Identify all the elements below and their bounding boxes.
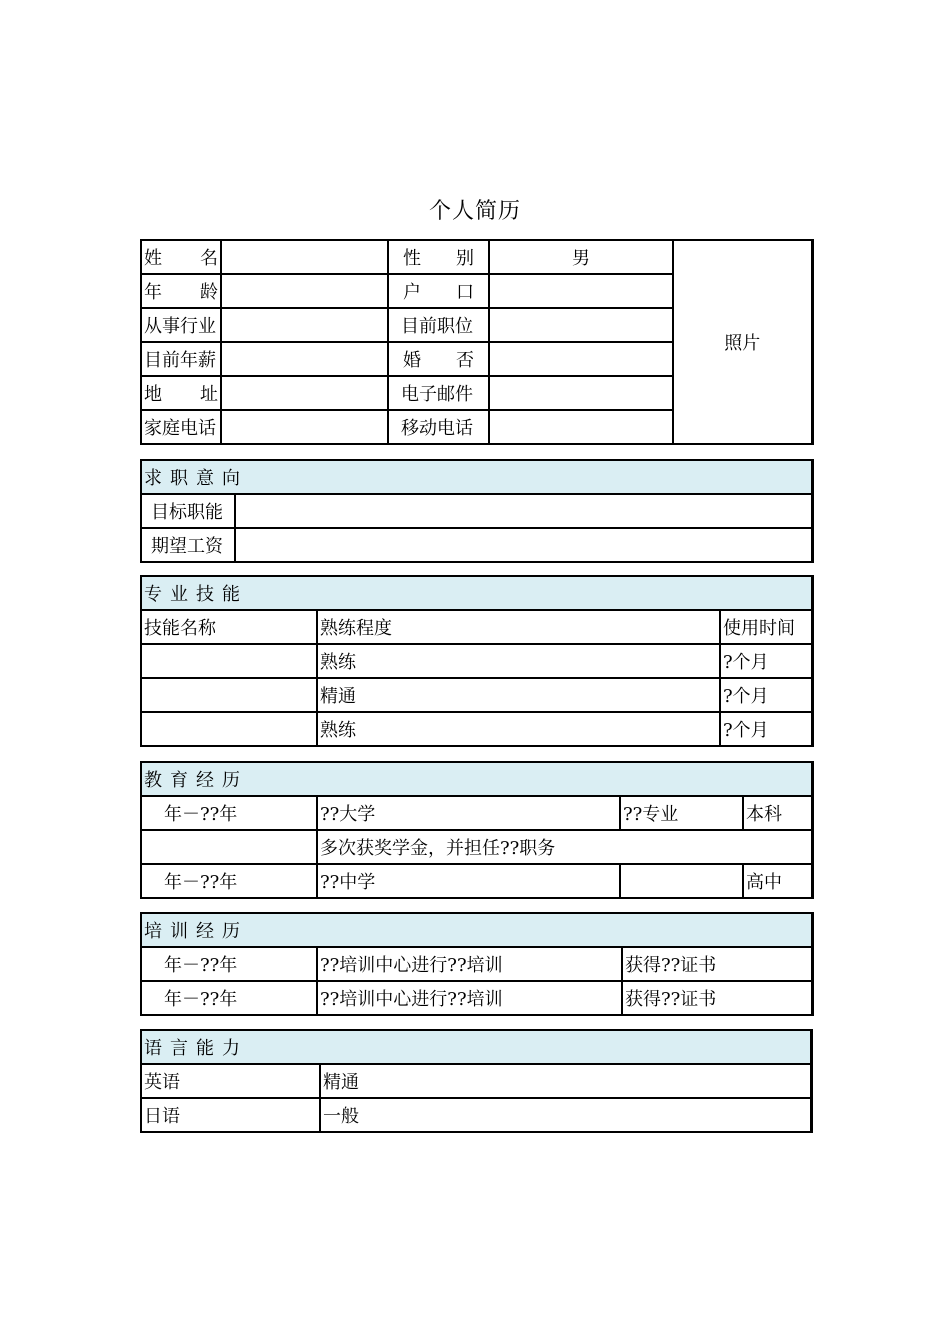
field-label: 家庭电话: [141, 410, 221, 444]
skill-name[interactable]: [141, 678, 317, 712]
column-header: 熟练程度: [317, 610, 720, 644]
edu-major[interactable]: ??专业: [620, 796, 743, 830]
field-label: 地 址: [141, 376, 221, 410]
column-header: 使用时间: [720, 610, 812, 644]
field-label: 期望工资: [141, 528, 235, 562]
gender-value[interactable]: 男: [489, 240, 673, 274]
language-name[interactable]: 日语: [141, 1098, 320, 1132]
skill-level[interactable]: 熟练: [317, 712, 720, 746]
language-level[interactable]: 一般: [320, 1098, 811, 1132]
table-row: [141, 644, 812, 678]
page-title: 个人简历: [428, 199, 521, 224]
table-row: [141, 864, 812, 898]
table-row: [141, 947, 812, 981]
intent-table: [140, 459, 814, 563]
marital-value[interactable]: [489, 342, 673, 376]
field-label: 电子邮件: [388, 376, 489, 410]
basic-info-table: [140, 239, 814, 445]
hukou-value[interactable]: [489, 274, 673, 308]
skill-level[interactable]: 熟练: [317, 644, 720, 678]
language-level[interactable]: 精通: [320, 1064, 811, 1098]
edu-school[interactable]: ??中学: [317, 864, 620, 898]
table-row: [141, 1098, 811, 1132]
section-title: 培训经历: [141, 913, 812, 947]
intent-row: [141, 528, 812, 562]
training-cert[interactable]: 获得??证书: [622, 947, 812, 981]
section-title: 教育经历: [141, 762, 812, 796]
table-row: [141, 1064, 811, 1098]
edu-degree[interactable]: 本科: [743, 796, 812, 830]
section-header: [141, 913, 812, 947]
skill-time[interactable]: ?个月: [720, 678, 812, 712]
basic-row: [141, 240, 812, 274]
age-value[interactable]: [221, 274, 388, 308]
skill-level[interactable]: 精通: [317, 678, 720, 712]
field-label: 姓 名: [141, 240, 221, 274]
language-name[interactable]: 英语: [141, 1064, 320, 1098]
skill-time[interactable]: ?个月: [720, 644, 812, 678]
salary-value[interactable]: [221, 342, 388, 376]
column-headers: [141, 610, 812, 644]
field-label: 性 别: [388, 240, 489, 274]
field-label: 移动电话: [388, 410, 489, 444]
industry-value[interactable]: [221, 308, 388, 342]
training-content[interactable]: ??培训中心进行??培训: [317, 947, 622, 981]
skills-table: [140, 575, 814, 747]
field-label: 年 龄: [141, 274, 221, 308]
table-row: [141, 830, 812, 864]
section-header: [141, 1030, 811, 1064]
table-row: [141, 981, 812, 1015]
language-table: [140, 1029, 813, 1133]
intent-row: [141, 494, 812, 528]
section-header: [141, 762, 812, 796]
section-header: [141, 576, 812, 610]
education-table: [140, 761, 814, 899]
section-title: 求职意向: [141, 460, 812, 494]
edu-period[interactable]: [141, 830, 317, 864]
edu-period[interactable]: 年－??年: [141, 864, 317, 898]
edu-period[interactable]: 年－??年: [141, 796, 317, 830]
edu-school[interactable]: ??大学: [317, 796, 620, 830]
position-value[interactable]: [489, 308, 673, 342]
skill-time[interactable]: ?个月: [720, 712, 812, 746]
address-value[interactable]: [221, 376, 388, 410]
table-row: [141, 712, 812, 746]
expected-salary-value[interactable]: [235, 528, 812, 562]
mobile-value[interactable]: [489, 410, 673, 444]
field-label: 目标职能: [141, 494, 235, 528]
table-row: [141, 796, 812, 830]
target-function-value[interactable]: [235, 494, 812, 528]
training-content[interactable]: ??培训中心进行??培训: [317, 981, 622, 1015]
field-label: 目前职位: [388, 308, 489, 342]
field-label: 婚 否: [388, 342, 489, 376]
edu-note[interactable]: 多次获奖学金，并担任??职务: [317, 830, 812, 864]
name-value[interactable]: [221, 240, 388, 274]
home-phone-value[interactable]: [221, 410, 388, 444]
section-header: [141, 460, 812, 494]
edu-degree[interactable]: 高中: [743, 864, 812, 898]
field-label: 目前年薪: [141, 342, 221, 376]
email-value[interactable]: [489, 376, 673, 410]
column-header: 技能名称: [141, 610, 317, 644]
skill-name[interactable]: [141, 712, 317, 746]
training-table: [140, 912, 814, 1016]
field-label: 户 口: [388, 274, 489, 308]
training-cert[interactable]: 获得??证书: [622, 981, 812, 1015]
edu-major[interactable]: [620, 864, 743, 898]
section-title: 语言能力: [141, 1030, 811, 1064]
training-period[interactable]: 年－??年: [141, 981, 317, 1015]
training-period[interactable]: 年－??年: [141, 947, 317, 981]
photo-box[interactable]: 照片: [673, 240, 812, 444]
table-row: [141, 678, 812, 712]
field-label: 从事行业: [141, 308, 221, 342]
skill-name[interactable]: [141, 644, 317, 678]
section-title: 专业技能: [141, 576, 812, 610]
